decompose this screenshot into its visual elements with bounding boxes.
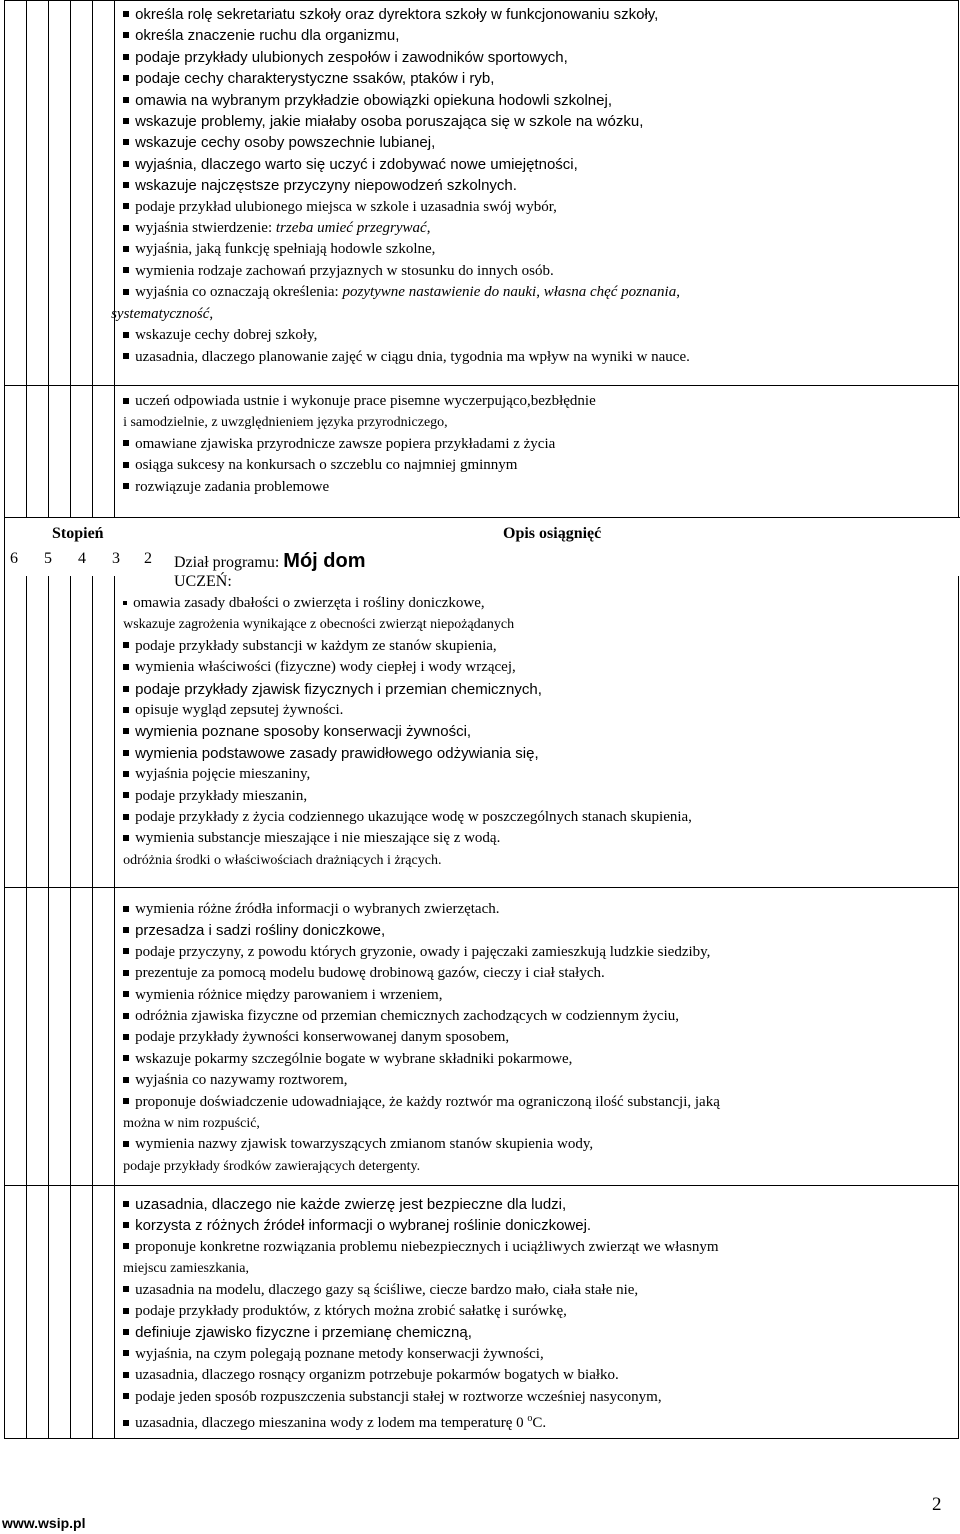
list-item: omawia zasady dbałości o zwierzęta i rośliny doniczkowe, (123, 593, 954, 614)
list-item: wskazuje najczęstsze przyczyny niepowodzeń szkolnych. (123, 175, 954, 196)
list-item: wyjaśnia co nazywamy roztworem, (123, 1070, 954, 1091)
list-item: podaje przykład ulubionego miejsca w szkole i uzasadnia swój wybór, (123, 197, 954, 218)
list-item: proponuje doświadczenie udowadniające, że każdy roztwór ma ograniczoną ilość substancji, jaką (123, 1092, 954, 1113)
list-item: wymienia różne źródła informacji o wybranych zwierzętach. (123, 899, 954, 920)
list-item: podaje przykłady ulubionych zespołów i zawodników sportowych, (123, 47, 954, 68)
grade-2: 2 (144, 550, 152, 567)
list-item: opisuje wygląd zepsutej żywności. (123, 700, 954, 721)
list-item: wymienia nazwy zjawisk towarzyszących zmianom stanów skupienia wody, (123, 1134, 954, 1155)
list-item: podaje cechy charakterystyczne ssaków, ptaków i ryb, (123, 68, 954, 89)
list-item: podaje przykłady substancji w każdym ze stanów skupienia, (123, 636, 954, 657)
list-item-plain: podaje przykłady środków zawierających detergenty. (123, 1158, 421, 1174)
list-item: wyjaśnia pojęcie mieszaniny, (123, 764, 954, 785)
grade-column-header: Stopień (52, 525, 104, 542)
list-item: uzasadnia na modelu, dlaczego gazy są ściśliwe, ciecze bardzo mało, ciała stałe nie, (123, 1280, 954, 1301)
list-item: wymienia rodzaje zachowań przyjaznych w stosunku do innych osób. (123, 261, 954, 282)
list-item: wyjaśnia co oznaczają określenia: pozytywne nastawienie do nauki, własna chęć poznania, (123, 282, 954, 303)
list-item: określa rolę sekretariatu szkoły oraz dyrektora szkoły w funkcjonowaniu szkoły, (123, 4, 954, 25)
list-item: omawiane zjawiska przyrodnicze zawsze popiera przykładami z życia (123, 434, 954, 455)
list-item: podaje przykłady zjawisk fizycznych i przemian chemicznych, (123, 679, 954, 700)
grade-6: 6 (10, 550, 18, 567)
requirements-table (4, 0, 959, 1439)
list-item: uzasadnia, dlaczego planowanie zajęć w ciągu dnia, tygodnia ma wpływ na wyniki w nauce. (123, 347, 954, 368)
list-item-continuation: i samodzielnie, z uwzględnieniem języka przyrodniczego, (123, 415, 448, 431)
list-item: wymienia właściwości (fizyczne) wody ciepłej i wody wrzącej, (123, 657, 954, 678)
list-item: podaje przykłady produktów, z których można zrobić sałatkę i surówkę, (123, 1301, 954, 1322)
list-item-continuation: można w nim rozpuścić, (123, 1116, 260, 1132)
list-item: wymienia różnice między parowaniem i wrzeniem, (123, 985, 954, 1006)
list-item: wymienia poznane sposoby konserwacji żywności, (123, 721, 954, 742)
list-item: definiuje zjawisko fizyczne i przemianę chemiczną, (123, 1322, 954, 1343)
section-title: Dział programu: Mój dom (174, 550, 366, 572)
section-2 (115, 386, 959, 518)
list-item: wskazuje cechy osoby powszechnie lubianej, (123, 132, 954, 153)
list-item: przesadza i sadzi rośliny doniczkowe, (123, 920, 954, 941)
list-item: proponuje konkretne rozwiązania problemu niebezpiecznych i uciążliwych zwierząt we własnym (123, 1237, 954, 1258)
section-5 (115, 1186, 959, 1439)
publisher-url[interactable]: www.wsip.pl (2, 1515, 86, 1531)
section-1 (111, 1, 959, 386)
grade-3: 3 (112, 550, 120, 567)
list-item-continuation: systematyczność, (111, 305, 214, 322)
page-number: 2 (932, 1494, 942, 1515)
list-item-plain: wskazuje zagrożenia wynikające z obecności zwierząt niepożądanych (123, 617, 515, 633)
list-item: wymienia substancje mieszające i nie mieszające się z wodą. (123, 828, 954, 849)
list-item: wskazuje problemy, jakie miałaby osoba poruszająca się w szkole na wózku, (123, 111, 954, 132)
list-item: podaje przykłady z życia codziennego ukazujące wodę w poszczególnych stanach skupienia, (123, 807, 954, 828)
list-item: uzasadnia, dlaczego nie każde zwierzę jest bezpieczne dla ludzi, (123, 1194, 954, 1215)
list-item: wskazuje cechy dobrej szkoły, (123, 325, 954, 346)
grade-4: 4 (78, 550, 86, 567)
list-item: rozwiązuje zadania problemowe (123, 477, 954, 498)
list-item: określa znaczenie ruchu dla organizmu, (123, 25, 954, 46)
list-item: osiąga sukcesy na konkursach o szczeblu co najmniej gminnym (123, 455, 954, 476)
list-item: podaje przykłady mieszanin, (123, 786, 954, 807)
list-item: korzysta z różnych źródeł informacji o wybranej roślinie doniczkowej. (123, 1215, 954, 1236)
list-item: uzasadnia, dlaczego rosnący organizm potrzebuje pokarmów bogatych w białko. (123, 1365, 954, 1386)
list-item: omawia na wybranym przykładzie obowiązki opiekuna hodowli szkolnej, (123, 90, 954, 111)
list-item: podaje przykłady żywności konserwowanej danym sposobem, (123, 1027, 954, 1048)
description-column-header: Opis osiągnięć (503, 525, 602, 542)
list-item: wymienia podstawowe zasady prawidłowego odżywiania się, (123, 743, 954, 764)
list-item: wyjaśnia, dlaczego warto się uczyć i zdobywać nowe umiejętności, (123, 154, 954, 175)
list-item: wskazuje pokarmy szczególnie bogate w wybrane składniki pokarmowe, (123, 1049, 954, 1070)
list-item-plain: odróżnia środki o właściwościach drażniących i żrących. (123, 852, 442, 868)
student-label: UCZEŃ: (174, 573, 232, 590)
list-item: podaje przyczyny, z powodu których gryzonie, owady i pajęczaki zamieszkują ludzkie siedziby, (123, 942, 954, 963)
list-item: wyjaśnia, jaką funkcję spełniają hodowle szkolne, (123, 239, 954, 260)
list-item: wyjaśnia stwierdzenie: trzeba umieć przegrywać, (123, 218, 954, 239)
list-item: uczeń odpowiada ustnie i wykonuje prace pisemne wyczerpująco,bezbłędnie (123, 391, 954, 412)
list-item: prezentuje za pomocą modelu budowę drobinową gazów, cieczy i ciał stałych. (123, 963, 954, 984)
section-4 (115, 888, 959, 1186)
grade-5: 5 (44, 550, 52, 567)
list-item: wyjaśnia, na czym polegają poznane metody konserwacji żywności, (123, 1344, 954, 1365)
list-item: odróżnia zjawiska fizyczne od przemian chemicznych zachodzących w codziennym życiu, (123, 1006, 954, 1027)
list-item: uzasadnia, dlaczego mieszanina wody z lodem ma temperaturę 0 $^o$C. (123, 1408, 954, 1434)
list-item-continuation: miejscu zamieszkania, (123, 1261, 250, 1277)
list-item: podaje jeden sposób rozpuszczenia substancji stałej w roztworze wcześniej nasyconym, (123, 1387, 954, 1408)
